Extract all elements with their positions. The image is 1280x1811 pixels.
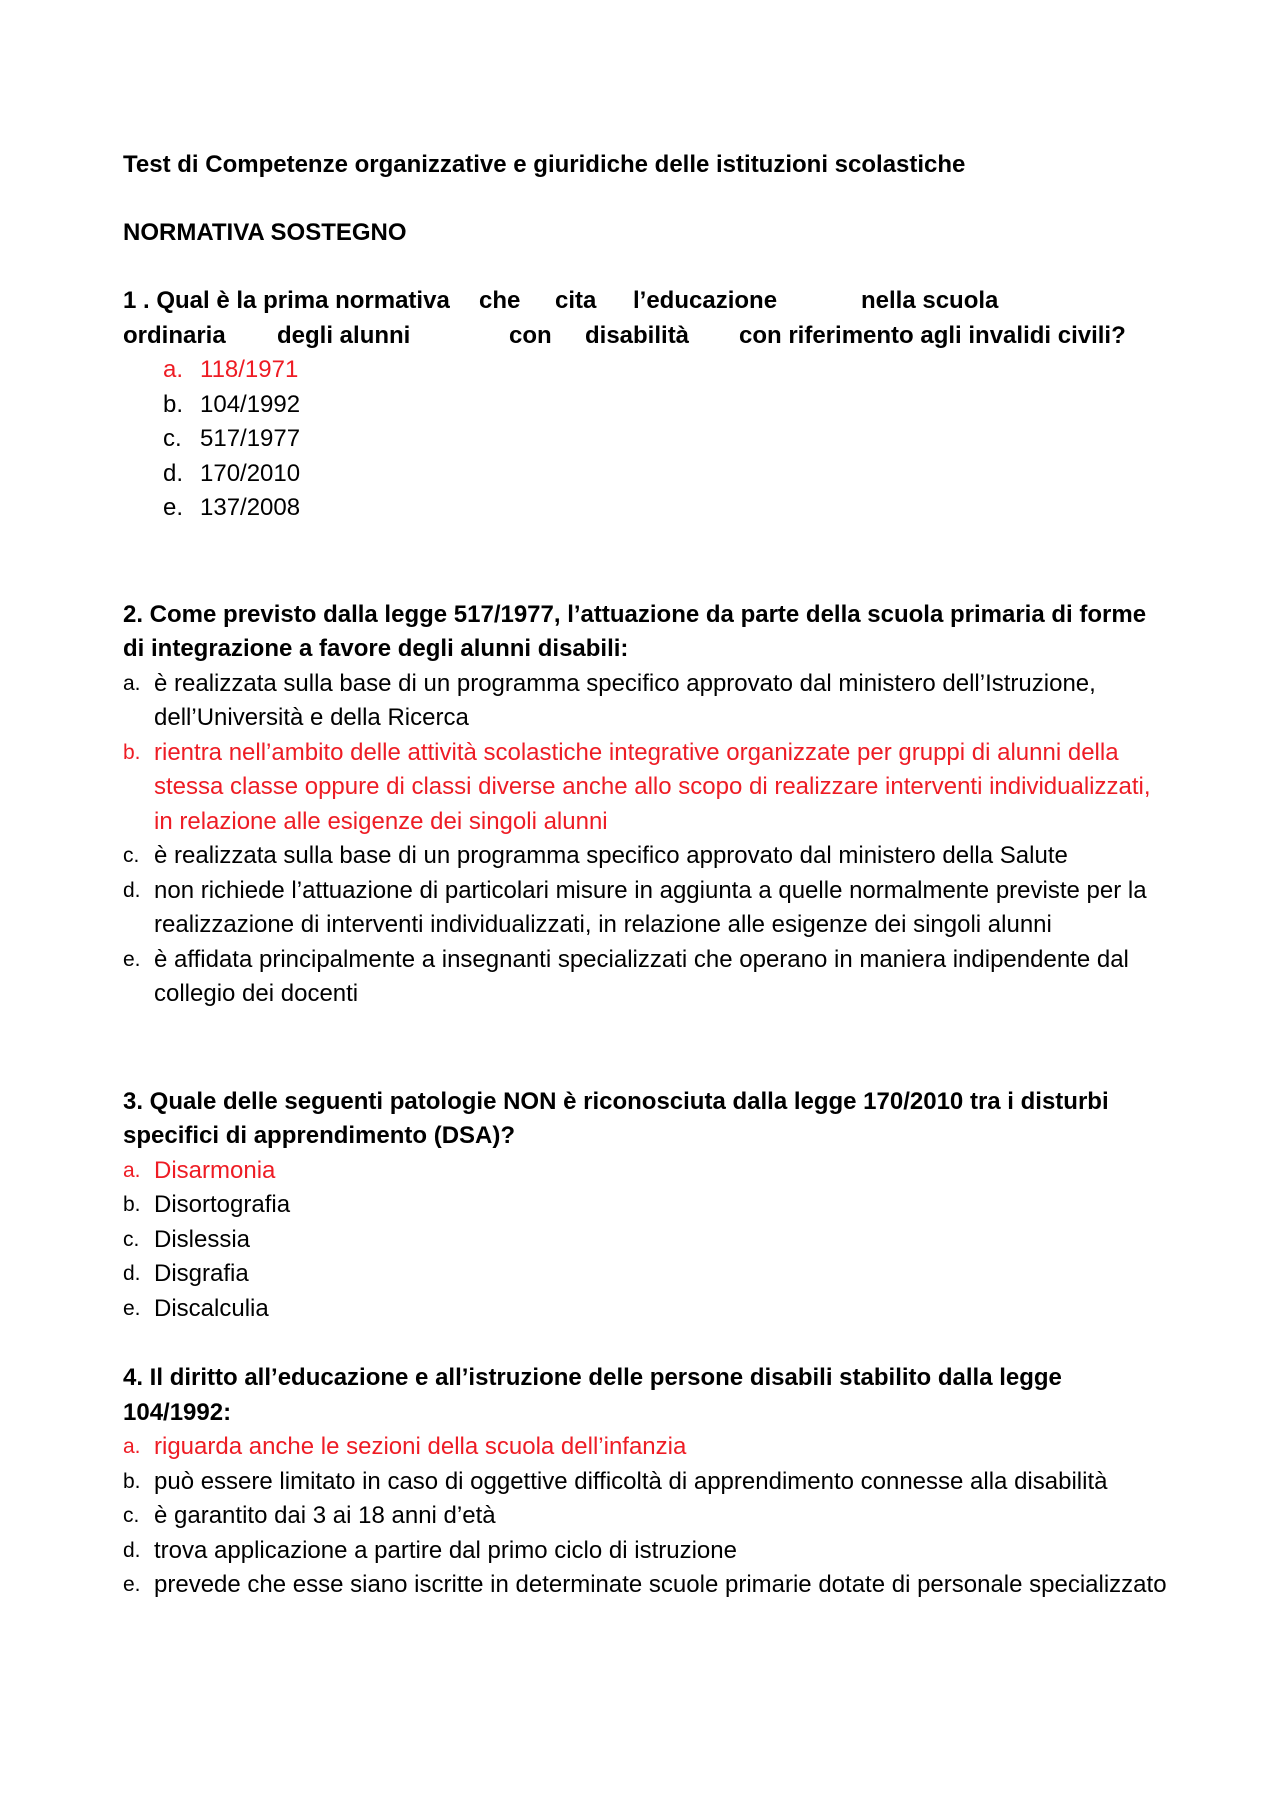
option-b [123,1465,1173,1500]
spacer [123,526,1173,598]
section-title: NORMATIVA SOSTEGNO [123,219,407,246]
document-page [123,148,1173,1603]
option-c [123,1499,1173,1534]
option-b [123,736,1173,840]
option-b [123,388,1173,423]
option-marker: b. [123,1469,141,1493]
option-marker: d. [123,1262,141,1285]
option-text: Dislessia [154,1225,251,1253]
question-1-word: cita [555,287,597,314]
question-1-options [123,353,1173,526]
option-marker: c. [123,1227,140,1251]
question-3-text: 3. Quale delle seguenti patologie NON è riconosciuta dalla legge 170/2010 tra i disturbi specifici di apprendimento (DSA)? [123,1087,1109,1149]
option-e [123,943,1173,1012]
option-text: 118/1971 [200,356,299,383]
question-2-text: 2. Come previsto dalla legge 517/1977, l’attuazione da parte della scuola primaria di forme di integrazione a favore degli alunni disabili: [123,600,1147,662]
question-1-word: disabilità [585,321,690,349]
spacer [123,1012,1173,1085]
option-text: 137/2008 [200,494,301,521]
option-a [123,1154,1173,1189]
question-3-options [123,1154,1173,1327]
option-text: Discalculia [154,1294,269,1322]
question-1-line-1 [123,284,1173,319]
option-c [123,422,1173,457]
option-d [123,1534,1173,1569]
option-e [123,491,1173,526]
question-1-word: con riferimento agli invalidi civili? [739,321,1126,349]
question-1-word: con [509,321,552,349]
option-marker: e. [123,947,141,971]
question-1-text [123,284,1173,353]
option-text: è affidata principalmente a insegnanti specializzati che operano in maniera indipendente dal collegio dei docenti [154,945,1129,1007]
option-marker: c. [163,425,182,452]
question-1-word: che [479,287,521,314]
question-4 [123,1361,1173,1603]
question-1-line-2 [123,319,1173,354]
option-b [123,1188,1173,1223]
question-1-word: ordinaria [123,321,226,349]
option-marker: d. [123,878,141,902]
option-marker: a. [163,356,184,383]
option-marker: d. [163,459,184,487]
option-e [123,1292,1173,1327]
option-text: Disarmonia [154,1156,276,1184]
option-c [123,1223,1173,1258]
option-e [123,1568,1173,1603]
option-text: 517/1977 [200,425,301,452]
question-1 [123,284,1173,526]
option-d [123,874,1173,943]
option-a [123,353,1173,388]
option-d [123,1257,1173,1292]
option-marker: c. [123,1504,140,1527]
option-marker: b. [123,1193,141,1216]
option-text: prevede che esse siano iscritte in determinate scuole primarie dotate di personale specializzato [154,1571,1167,1598]
question-4-options [123,1430,1173,1603]
question-1-word: l’educazione [633,287,778,314]
option-text: rientra nell’ambito delle attività scolastiche integrative organizzate per gruppi di alunni della stessa classe oppure di classi diverse anche allo scopo di realizzare interventi individualizzati, in relazione alle esigenze dei singoli alunni [154,738,1151,835]
option-text: può essere limitato in caso di oggettive difficoltà di apprendimento connesse alla disabilità [154,1467,1108,1495]
option-a [123,667,1173,736]
option-marker: b. [163,390,184,418]
document-title: Test di Competenze organizzative e giuridiche delle istituzioni scolastiche [123,151,966,178]
option-a [123,1430,1173,1465]
option-text: non richiede l’attuazione di particolari misure in aggiunta a quelle normalmente previste per la realizzazione di interventi individualizzati, in relazione alle esigenze dei singoli alunni [154,876,1147,938]
option-text: trova applicazione a partire dal primo ciclo di istruzione [154,1536,737,1564]
option-text: riguarda anche le sezioni della scuola dell’infanzia [154,1433,687,1460]
question-1-word: nella scuola [861,287,999,314]
option-marker: e. [123,1573,141,1596]
option-text: 104/1992 [200,390,301,418]
question-2 [123,598,1173,1012]
option-marker: b. [123,740,141,764]
question-1-word: 1 . Qual è la prima normativa [123,287,450,314]
question-3 [123,1085,1173,1327]
option-marker: e. [123,1296,141,1320]
question-4-text: 4. Il diritto all’educazione e all’istruzione delle persone disabili stabilito dalla legge 104/1992: [123,1364,1062,1426]
option-marker: a. [123,1435,141,1458]
option-marker: d. [123,1538,141,1562]
question-1-word: degli alunni [277,321,411,349]
option-marker: e. [163,494,184,521]
option-marker: a. [123,671,141,695]
question-2-options [123,667,1173,1012]
option-c [123,839,1173,874]
option-d [123,457,1173,492]
option-marker: a. [123,1158,141,1182]
option-text: è garantito dai 3 ai 18 anni d’età [154,1502,496,1529]
spacer [123,1326,1173,1361]
option-text: è realizzata sulla base di un programma specifico approvato dal ministero dell’Istruzione, dell’Università e della Ricerca [154,669,1096,731]
option-text: Disortografia [154,1191,291,1218]
option-text: è realizzata sulla base di un programma specifico approvato dal ministero della Salute [154,842,1068,869]
option-text: Disgrafia [154,1260,249,1287]
option-text: 170/2010 [200,459,301,487]
option-marker: c. [123,844,140,867]
